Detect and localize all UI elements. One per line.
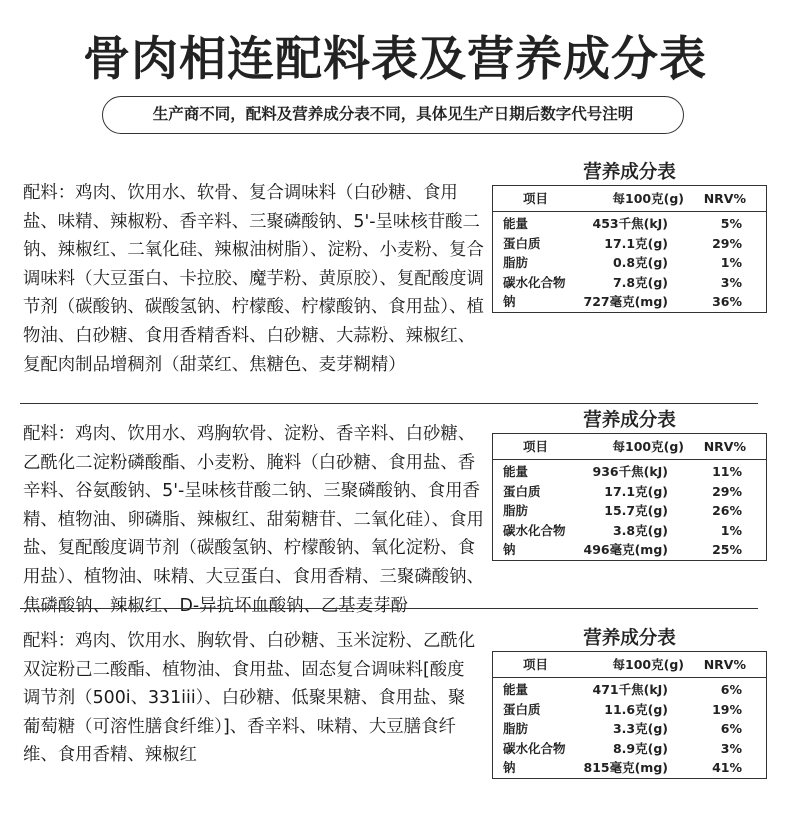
- header-item: 项目: [523, 657, 549, 672]
- ingredients-text-1: [23, 179, 773, 379]
- row-item: 钠: [503, 294, 516, 310]
- ingredients-list: 配料：鸡肉、饮用水、软骨、复合调味料（白砂糖、食用盐、味精、辣椒粉、香辛料、三聚磷酸钠、5'-呈味核苷酸二钠、辣椒红、二氧化硅、辣椒油树脂）、淀粉、小麦粉、复合调味料（大豆蛋白、卡拉胶、魔芋粉、黄原胶）、复配酸度调节剂（碳酸钠、碳酸氢钠、柠檬酸、柠檬酸钠、食用盐）、植物油、白砂糖、食用香精香料、白砂糖、大蒜粉、辣椒红、复配肉制品增稠剂（甜菜红、焦糖色、麦芽糊精）: [23, 183, 484, 375]
- row-nrv: 6%: [720, 721, 742, 737]
- section-divider: [20, 403, 758, 404]
- table-row-energy: [493, 680, 766, 700]
- row-value: 3.3克(g): [612, 721, 668, 737]
- header-nrv: NRV%: [703, 657, 746, 672]
- row-nrv: 5%: [720, 216, 742, 231]
- section-divider: [20, 608, 758, 609]
- row-item: 能量: [503, 216, 529, 231]
- row-item: 碳水化合物: [503, 740, 566, 756]
- row-nrv: 1%: [720, 255, 742, 271]
- row-value: 815毫克(mg): [583, 760, 668, 776]
- row-nrv: 6%: [720, 682, 742, 697]
- row-value: 7.8克(g): [612, 274, 668, 290]
- row-item: 蛋白质: [503, 701, 541, 717]
- row-item: 蛋白质: [503, 483, 541, 499]
- row-item: 能量: [503, 682, 529, 697]
- row-value: 11.6克(g): [604, 701, 668, 717]
- table-row-carbohydrate: [493, 739, 766, 759]
- row-value: 727毫克(mg): [583, 294, 668, 310]
- row-value: 8.9克(g): [612, 740, 668, 756]
- row-nrv: 36%: [712, 294, 742, 310]
- row-nrv: 29%: [712, 483, 742, 499]
- row-value: 15.7克(g): [604, 503, 668, 519]
- header-per-100g: 每100克(g): [612, 657, 684, 672]
- nutrition-title-1: 营养成分表: [583, 162, 676, 183]
- nutrition-table-header: [493, 652, 766, 678]
- table-row-sodium: [493, 758, 766, 778]
- nutrition-title-2: 营养成分表: [583, 410, 676, 431]
- table-row-fat: [493, 719, 766, 739]
- header-nrv: NRV%: [703, 191, 746, 206]
- row-item: 能量: [503, 464, 529, 479]
- ingredients-text-2: [23, 420, 753, 620]
- supplier-note: 生产商不同，配料及营养成分表不同，具体见生产日期后数字代号注明: [102, 96, 684, 134]
- row-nrv: 25%: [712, 542, 742, 558]
- ingredients-list: 配料：鸡肉、饮用水、鸡胸软骨、淀粉、香辛料、白砂糖、乙酰化二淀粉磷酸酯、小麦粉、腌料（白砂糖、食用盐、香辛料、谷氨酸钠、5'-呈味核苷酸二钠、三聚磷酸钠、食用香精、植物油、卵磷脂、辣椒红、甜菊糖苷、二氧化硅）、食用盐、复配酸度调节剂（碳酸氢钠、柠檬酸钠、氧化淀粉、食用盐）、植物油、味精、大豆蛋白、食用香精、三聚磷酸钠、焦磷酸钠、辣椒红、D-异抗坏血酸钠、乙基麦芽酚: [23, 424, 484, 616]
- row-item: 钠: [503, 542, 516, 558]
- row-value: 0.8克(g): [612, 255, 668, 271]
- ingredients-list: 配料：鸡肉、饮用水、胸软骨、白砂糖、玉米淀粉、乙酰化双淀粉己二酸酯、植物油、食用盐、固态复合调味料[酸度调节剂（500i、331iii）、白砂糖、低聚果糖、食用盐、聚葡萄糖（可溶性膳食纤维）]、香辛料、味精、大豆膳食纤维、食用香精、辣椒红: [23, 631, 476, 766]
- row-item: 脂肪: [503, 721, 529, 737]
- row-nrv: 3%: [720, 274, 742, 290]
- header-nrv: NRV%: [703, 439, 746, 454]
- header-item: 项目: [523, 439, 549, 454]
- row-nrv: 26%: [712, 503, 742, 519]
- row-value: 471千焦(kJ): [592, 682, 668, 697]
- row-value: 17.1克(g): [604, 483, 668, 499]
- row-nrv: 3%: [720, 740, 742, 756]
- nutrition-table-3: [492, 651, 767, 779]
- row-value: 936千焦(kJ): [592, 464, 668, 479]
- row-nrv: 41%: [712, 760, 742, 776]
- row-nrv: 1%: [720, 522, 742, 538]
- row-item: 脂肪: [503, 503, 529, 519]
- ingredients-text-3: [23, 627, 479, 770]
- row-nrv: 19%: [712, 701, 742, 717]
- row-value: 17.1克(g): [604, 235, 668, 251]
- header-per-100g: 每100克(g): [612, 439, 684, 454]
- header-per-100g: 每100克(g): [612, 191, 684, 206]
- row-nrv: 29%: [712, 235, 742, 251]
- header-item: 项目: [523, 191, 549, 206]
- row-item: 碳水化合物: [503, 522, 566, 538]
- row-value: 453千焦(kJ): [592, 216, 668, 231]
- page-title: 骨肉相连配料表及营养成分表: [83, 32, 707, 87]
- row-nrv: 11%: [712, 464, 742, 479]
- table-row-protein: [493, 700, 766, 720]
- row-item: 蛋白质: [503, 235, 541, 251]
- row-item: 脂肪: [503, 255, 529, 271]
- row-item: 碳水化合物: [503, 274, 566, 290]
- row-item: 钠: [503, 760, 516, 776]
- row-value: 496毫克(mg): [583, 542, 668, 558]
- nutrition-title-3: 营养成分表: [583, 628, 676, 649]
- row-value: 3.8克(g): [612, 522, 668, 538]
